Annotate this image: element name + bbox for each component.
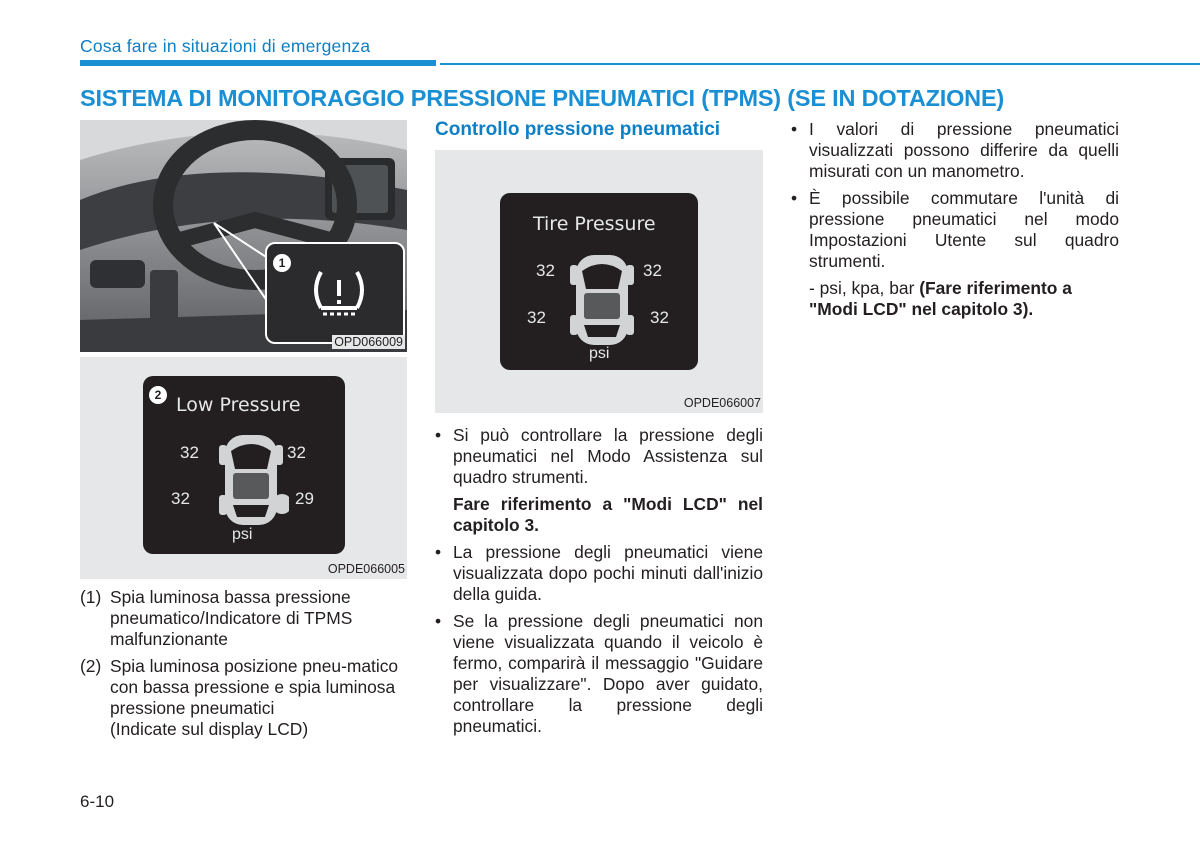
caption-extra: (Indicate sul display LCD) [110, 719, 309, 739]
tire-value-front-left: 32 [536, 261, 555, 280]
tire-value-rear-left: 32 [527, 308, 546, 327]
figure-code: OPDE066005 [327, 562, 405, 576]
units-line: - psi, kpa, bar [809, 278, 920, 298]
page-number: 6-10 [80, 792, 115, 811]
bold-note: Fare riferimento a "Modi LCD" nel capitolo 3. [453, 494, 763, 535]
tire-value-front-right: 32 [643, 261, 662, 280]
caption-list [80, 587, 400, 740]
caption-text: Spia luminosa posizione pneu-matico con bassa pressione e spia luminosa pressione pneumatici [110, 656, 399, 718]
caption-item [80, 587, 400, 650]
tire-value-rear-right: 29 [295, 489, 314, 508]
list-item-text: I valori di pressione pneumatici visualizzati possono differire da quelli misurati con un manometro. [809, 119, 1119, 181]
right-bullet-list [791, 119, 1119, 320]
callout-badge: 2 [149, 386, 167, 404]
units-note [791, 278, 1119, 320]
figure-low-pressure [80, 357, 407, 579]
list-item-text: Se la pressione degli pneumatici non viene visualizzata quando il veicolo è fermo, comparirà il messaggio "Guidare per visualizzare". Dopo aver guidato, controllare la pressione degli pneumatici. [453, 611, 763, 736]
figure-code: OPD066009 [334, 335, 403, 349]
list-item [435, 611, 763, 737]
units-reference: (Fare riferimento a "Modi LCD" nel capitolo 3). [809, 278, 1072, 319]
lcd-title: Tire Pressure [533, 213, 656, 235]
car-top-view-icon [213, 431, 289, 529]
caption-text: Spia luminosa bassa pressione pneumatico/Indicatore di TPMS malfunzionante [110, 587, 353, 649]
tire-value-rear-right: 32 [650, 308, 669, 327]
callout-badge: 1 [273, 254, 291, 272]
page-title: SISTEMA DI MONITORAGGIO PRESSIONE PNEUMATICI (TPMS) (SE IN DOTAZIONE) [80, 85, 1005, 111]
middle-bullet-list [435, 425, 763, 737]
caption-item [80, 656, 400, 740]
bullet-glyph: • [435, 611, 442, 631]
tire-value-front-right: 32 [287, 443, 306, 462]
tire-value-front-left: 32 [180, 443, 199, 462]
tpms-warning-icon [307, 260, 371, 324]
list-item [435, 542, 763, 605]
header-rule-thick [80, 60, 436, 66]
figure-tire-pressure [435, 150, 763, 413]
list-item-text: La pressione degli pneumatici viene visualizzata dopo pochi minuti dall'inizio della guida. [453, 542, 763, 604]
header-rule-thin [440, 63, 1200, 65]
lcd-unit: psi [589, 345, 610, 362]
list-item-text: È possibile commutare l'unità di pressione pneumatici nel modo Impostazioni Utente sul quadro strumenti. [809, 188, 1119, 271]
subheading: Controllo pressione pneumatici [435, 119, 721, 140]
figure-code: OPDE066007 [683, 396, 761, 410]
bullet-glyph: • [791, 188, 798, 208]
list-item [435, 425, 763, 488]
lcd-screen-tire-pressure [500, 193, 698, 370]
tpms-warning-inset [265, 242, 405, 344]
bullet-glyph: • [435, 542, 442, 562]
list-item [791, 188, 1119, 272]
lcd-title: Low Pressure [176, 394, 301, 416]
lcd-screen-low-pressure [143, 376, 345, 554]
lcd-unit: psi [232, 526, 253, 543]
tire-value-rear-left: 32 [171, 489, 190, 508]
figure-dashboard-photo [80, 120, 407, 352]
bullet-glyph: • [791, 119, 798, 139]
caption-number: (2) [80, 656, 102, 676]
list-item [791, 119, 1119, 182]
car-top-view-icon [564, 251, 640, 349]
list-item-text: Si può controllare la pressione degli pneumatici nel Modo Assistenza sul quadro strumenti. [453, 425, 763, 487]
caption-number: (1) [80, 587, 102, 607]
bullet-glyph: • [435, 425, 442, 445]
section-label: Cosa fare in situazioni di emergenza [80, 36, 371, 56]
